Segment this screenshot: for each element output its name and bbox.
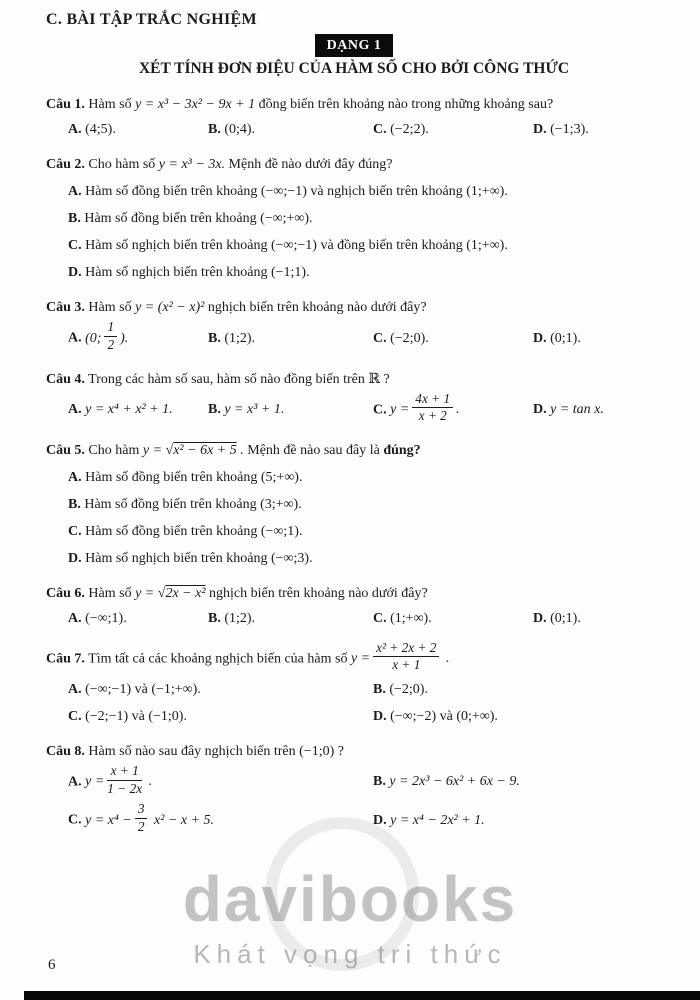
option-text: (−2;2). [390, 122, 429, 138]
stem-text: Trong các hàm số sau, hàm số nào đồng biến trên ℝ ? [88, 371, 390, 387]
question-2-stem [46, 154, 662, 175]
page-number: 6 [48, 956, 56, 973]
math-post: . [145, 774, 153, 790]
option-text: Hàm số đồng biến trên khoảng (−∞;1). [85, 523, 303, 539]
watermark-circle-logo [265, 817, 419, 971]
option-5a [46, 467, 662, 488]
option-5d [46, 548, 662, 569]
option-label: B. [373, 774, 386, 790]
section-title: C. BÀI TẬP TRẮC NGHIỆM [46, 11, 257, 28]
option-label: A. [68, 610, 82, 626]
sqrt-radicand: x² − 6x + 5 [173, 442, 237, 458]
stem-math [350, 639, 450, 673]
question-6 [46, 583, 662, 629]
option-text: (1;2). [224, 610, 256, 626]
fraction-denominator: 2 [107, 336, 115, 352]
option-4b [208, 399, 373, 420]
question-label: Câu 1. [46, 97, 85, 113]
option-label: A. [68, 184, 82, 200]
fraction [412, 392, 453, 424]
question-8-stem [46, 741, 662, 762]
question-4-options [46, 390, 662, 426]
option-text: (−2;−1) và (−1;0). [85, 709, 187, 724]
option-label: D. [533, 330, 547, 346]
option-4a [68, 399, 208, 420]
option-3d [533, 328, 662, 349]
option-label: A. [68, 122, 82, 138]
question-3-options [46, 319, 662, 354]
option-label: B. [208, 401, 221, 417]
question-5 [46, 440, 662, 569]
option-label: B. [68, 496, 81, 512]
option-label: B. [373, 682, 386, 697]
stem-text: Mệnh đề nào sau đây là [247, 442, 380, 458]
option-text: Hàm số nghịch biến trên khoảng (−1;1). [85, 265, 310, 281]
option-label: D. [373, 709, 387, 724]
option-7c [68, 706, 373, 727]
fraction-numerator: 4x + 1 [412, 392, 453, 409]
option-label: C. [68, 238, 82, 254]
watermark [0, 863, 700, 974]
option-8d [373, 810, 662, 831]
option-label: C. [373, 610, 387, 626]
math-pre: y = x⁴ − [85, 812, 132, 828]
option-math [390, 390, 460, 424]
option-3b [208, 328, 373, 349]
option-label: D. [68, 265, 82, 281]
option-label: C. [68, 709, 82, 724]
stem-text: đồng biến trên khoảng nào trong những khoảng sau? [258, 97, 554, 113]
option-4d [533, 399, 662, 420]
question-7-stem [46, 639, 662, 675]
option-label: D. [533, 122, 547, 138]
option-math [85, 319, 129, 352]
fraction [104, 320, 117, 352]
option-math: y = x³ + 1. [224, 401, 285, 417]
question-label: Câu 3. [46, 300, 85, 316]
option-text: Hàm số đồng biến trên khoảng (−∞;−1) và nghịch biến trên khoảng (1;+∞). [85, 184, 508, 200]
option-text: Hàm số nghịch biến trên khoảng (−∞;−1) và đồng biến trên khoảng (1;+∞). [85, 238, 508, 254]
option-label: C. [373, 401, 387, 417]
sqrt-sign: y = √ [142, 442, 174, 458]
badge-row [46, 34, 662, 57]
option-6b [208, 608, 373, 629]
stem-bold-word: đúng? [383, 442, 421, 458]
option-math: y = x⁴ + x² + 1. [85, 401, 173, 417]
stem-text: Cho hàm [88, 442, 140, 458]
option-5c [46, 521, 662, 542]
question-8 [46, 741, 662, 837]
fraction [373, 641, 439, 673]
option-math [85, 763, 153, 796]
option-text: (0;1). [550, 330, 581, 346]
option-text: (−1;3). [550, 122, 589, 138]
option-math: y = x⁴ − 2x² + 1. [390, 812, 485, 828]
question-label: Câu 7. [46, 651, 85, 667]
option-label: A. [68, 682, 82, 697]
option-label: D. [533, 401, 547, 417]
option-2c [46, 235, 662, 256]
option-7a [68, 679, 373, 700]
option-2d [46, 262, 662, 283]
option-text: (−∞;1). [85, 610, 127, 626]
option-text: (−∞;−1) và (−1;+∞). [85, 682, 201, 697]
stem-text: Mệnh đề nào dưới đây đúng? [228, 157, 393, 173]
option-label: A. [68, 330, 82, 346]
question-label: Câu 5. [46, 442, 85, 458]
question-7 [46, 639, 662, 727]
dang-badge: DẠNG 1 [315, 34, 394, 57]
math-post: x² − x + 5. [150, 812, 215, 828]
sqrt-sign: y = √ [135, 585, 166, 601]
question-7-options [46, 679, 662, 727]
option-text: (1;+∞). [390, 610, 432, 626]
option-label: B. [208, 330, 221, 346]
option-label: B. [68, 211, 81, 227]
fraction-denominator: 1 − 2x [107, 780, 143, 796]
stem-text: Hàm số [88, 97, 132, 113]
math-post: . [442, 651, 450, 667]
watermark-slogan: Khát vọng tri thức [193, 939, 507, 969]
question-1-options [46, 119, 662, 140]
question-2 [46, 154, 662, 283]
option-label: B. [208, 122, 221, 138]
question-5-stem [46, 440, 662, 461]
option-text: Hàm số đồng biến trên khoảng (−∞;+∞). [84, 211, 313, 227]
stem-text: Hàm số [88, 300, 132, 316]
option-math: y = tan x. [550, 401, 604, 417]
stem-text: Hàm số nào sau đây nghịch biến trên (−1;0) ? [88, 744, 344, 759]
fraction [107, 764, 142, 796]
page-heading: XÉT TÍNH ĐƠN ĐIỆU CỦA HÀM SỐ CHO BỞI CÔNG THỨC [138, 60, 570, 77]
option-8a [68, 763, 373, 798]
math-post: . [236, 442, 244, 458]
stem-text: Hàm số [88, 585, 132, 601]
math-post: . [456, 401, 460, 417]
fraction-numerator: x + 1 [107, 764, 142, 781]
option-text: (4;5). [85, 122, 116, 138]
option-text: (−2;0). [390, 330, 429, 346]
option-text: (−∞;−2) và (0;+∞). [390, 709, 498, 724]
option-label: D. [68, 550, 82, 566]
question-label: Câu 8. [46, 744, 85, 759]
fraction-numerator: 1 [104, 320, 117, 337]
option-label: A. [68, 774, 82, 790]
option-8b [373, 771, 662, 792]
option-label: C. [68, 812, 82, 828]
option-1b [208, 119, 373, 140]
option-4c [373, 390, 533, 426]
fraction-numerator: x² + 2x + 2 [373, 641, 439, 658]
question-6-stem [46, 583, 662, 604]
stem-math: y = x³ − 3x. [158, 157, 226, 173]
question-1 [46, 94, 662, 140]
question-label: Câu 6. [46, 585, 85, 601]
option-label: A. [68, 401, 82, 417]
option-5b [46, 494, 662, 515]
option-label: D. [373, 812, 387, 828]
fraction [135, 802, 148, 834]
option-text: (0;1). [550, 610, 581, 626]
question-4-stem [46, 369, 662, 390]
math-post: ). [120, 330, 129, 346]
question-8-options [46, 763, 662, 837]
option-label: D. [533, 610, 547, 626]
question-1-stem [46, 94, 662, 115]
option-6d [533, 608, 662, 629]
option-text: Hàm số đồng biến trên khoảng (5;+∞). [85, 469, 303, 485]
question-4 [46, 369, 662, 426]
option-label: C. [373, 330, 387, 346]
option-label: A. [68, 469, 82, 485]
stem-math [135, 586, 205, 601]
option-1a [68, 119, 208, 140]
option-3a [68, 319, 208, 354]
stem-text: Cho hàm số [88, 157, 156, 173]
option-2a [46, 181, 662, 202]
option-7d [373, 706, 662, 727]
stem-text: nghịch biến trên khoảng nào dưới đây? [207, 300, 427, 316]
fraction-numerator: 3 [135, 802, 148, 819]
fraction-denominator: x + 2 [418, 408, 447, 424]
stem-math: y = x³ − 3x² − 9x + 1 [135, 97, 256, 113]
option-text: (0;4). [224, 122, 256, 138]
math-pre: y = [390, 401, 410, 417]
option-label: C. [373, 122, 387, 138]
question-3-stem [46, 297, 662, 318]
option-6c [373, 608, 533, 629]
option-math: y = 2x³ − 6x² + 6x − 9. [389, 774, 520, 790]
stem-math [143, 443, 244, 458]
stem-math: y = (x² − x)² [135, 300, 205, 316]
option-3c [373, 328, 533, 349]
math-pre: y = [85, 774, 105, 790]
question-6-options [46, 608, 662, 629]
option-1d [533, 119, 662, 140]
watermark-text: davibooks [182, 863, 518, 935]
sqrt-radicand: 2x − x² [165, 585, 206, 601]
question-label: Câu 4. [46, 371, 85, 387]
option-2b [46, 208, 662, 229]
option-8c [68, 801, 373, 836]
option-math [85, 801, 215, 834]
scan-edge-bar [24, 991, 700, 1000]
option-text: (1;2). [224, 330, 256, 346]
option-text: Hàm số đồng biến trên khoảng (3;+∞). [84, 496, 302, 512]
option-7b [373, 679, 662, 700]
math-pre: (0; [85, 330, 102, 346]
question-3 [46, 297, 662, 354]
math-pre: y = [350, 651, 371, 667]
option-6a [68, 608, 208, 629]
option-1c [373, 119, 533, 140]
stem-text: Tìm tất cả các khoảng nghịch biến của hàm số [88, 651, 348, 667]
option-label: C. [68, 523, 82, 539]
question-label: Câu 2. [46, 157, 85, 173]
option-label: B. [208, 610, 221, 626]
stem-text: nghịch biến trên khoảng nào dưới đây? [209, 585, 428, 601]
fraction-denominator: x + 1 [392, 657, 421, 673]
option-text: (−2;0). [389, 682, 428, 697]
fraction-denominator: 2 [137, 818, 145, 834]
option-text: Hàm số nghịch biến trên khoảng (−∞;3). [85, 550, 313, 566]
